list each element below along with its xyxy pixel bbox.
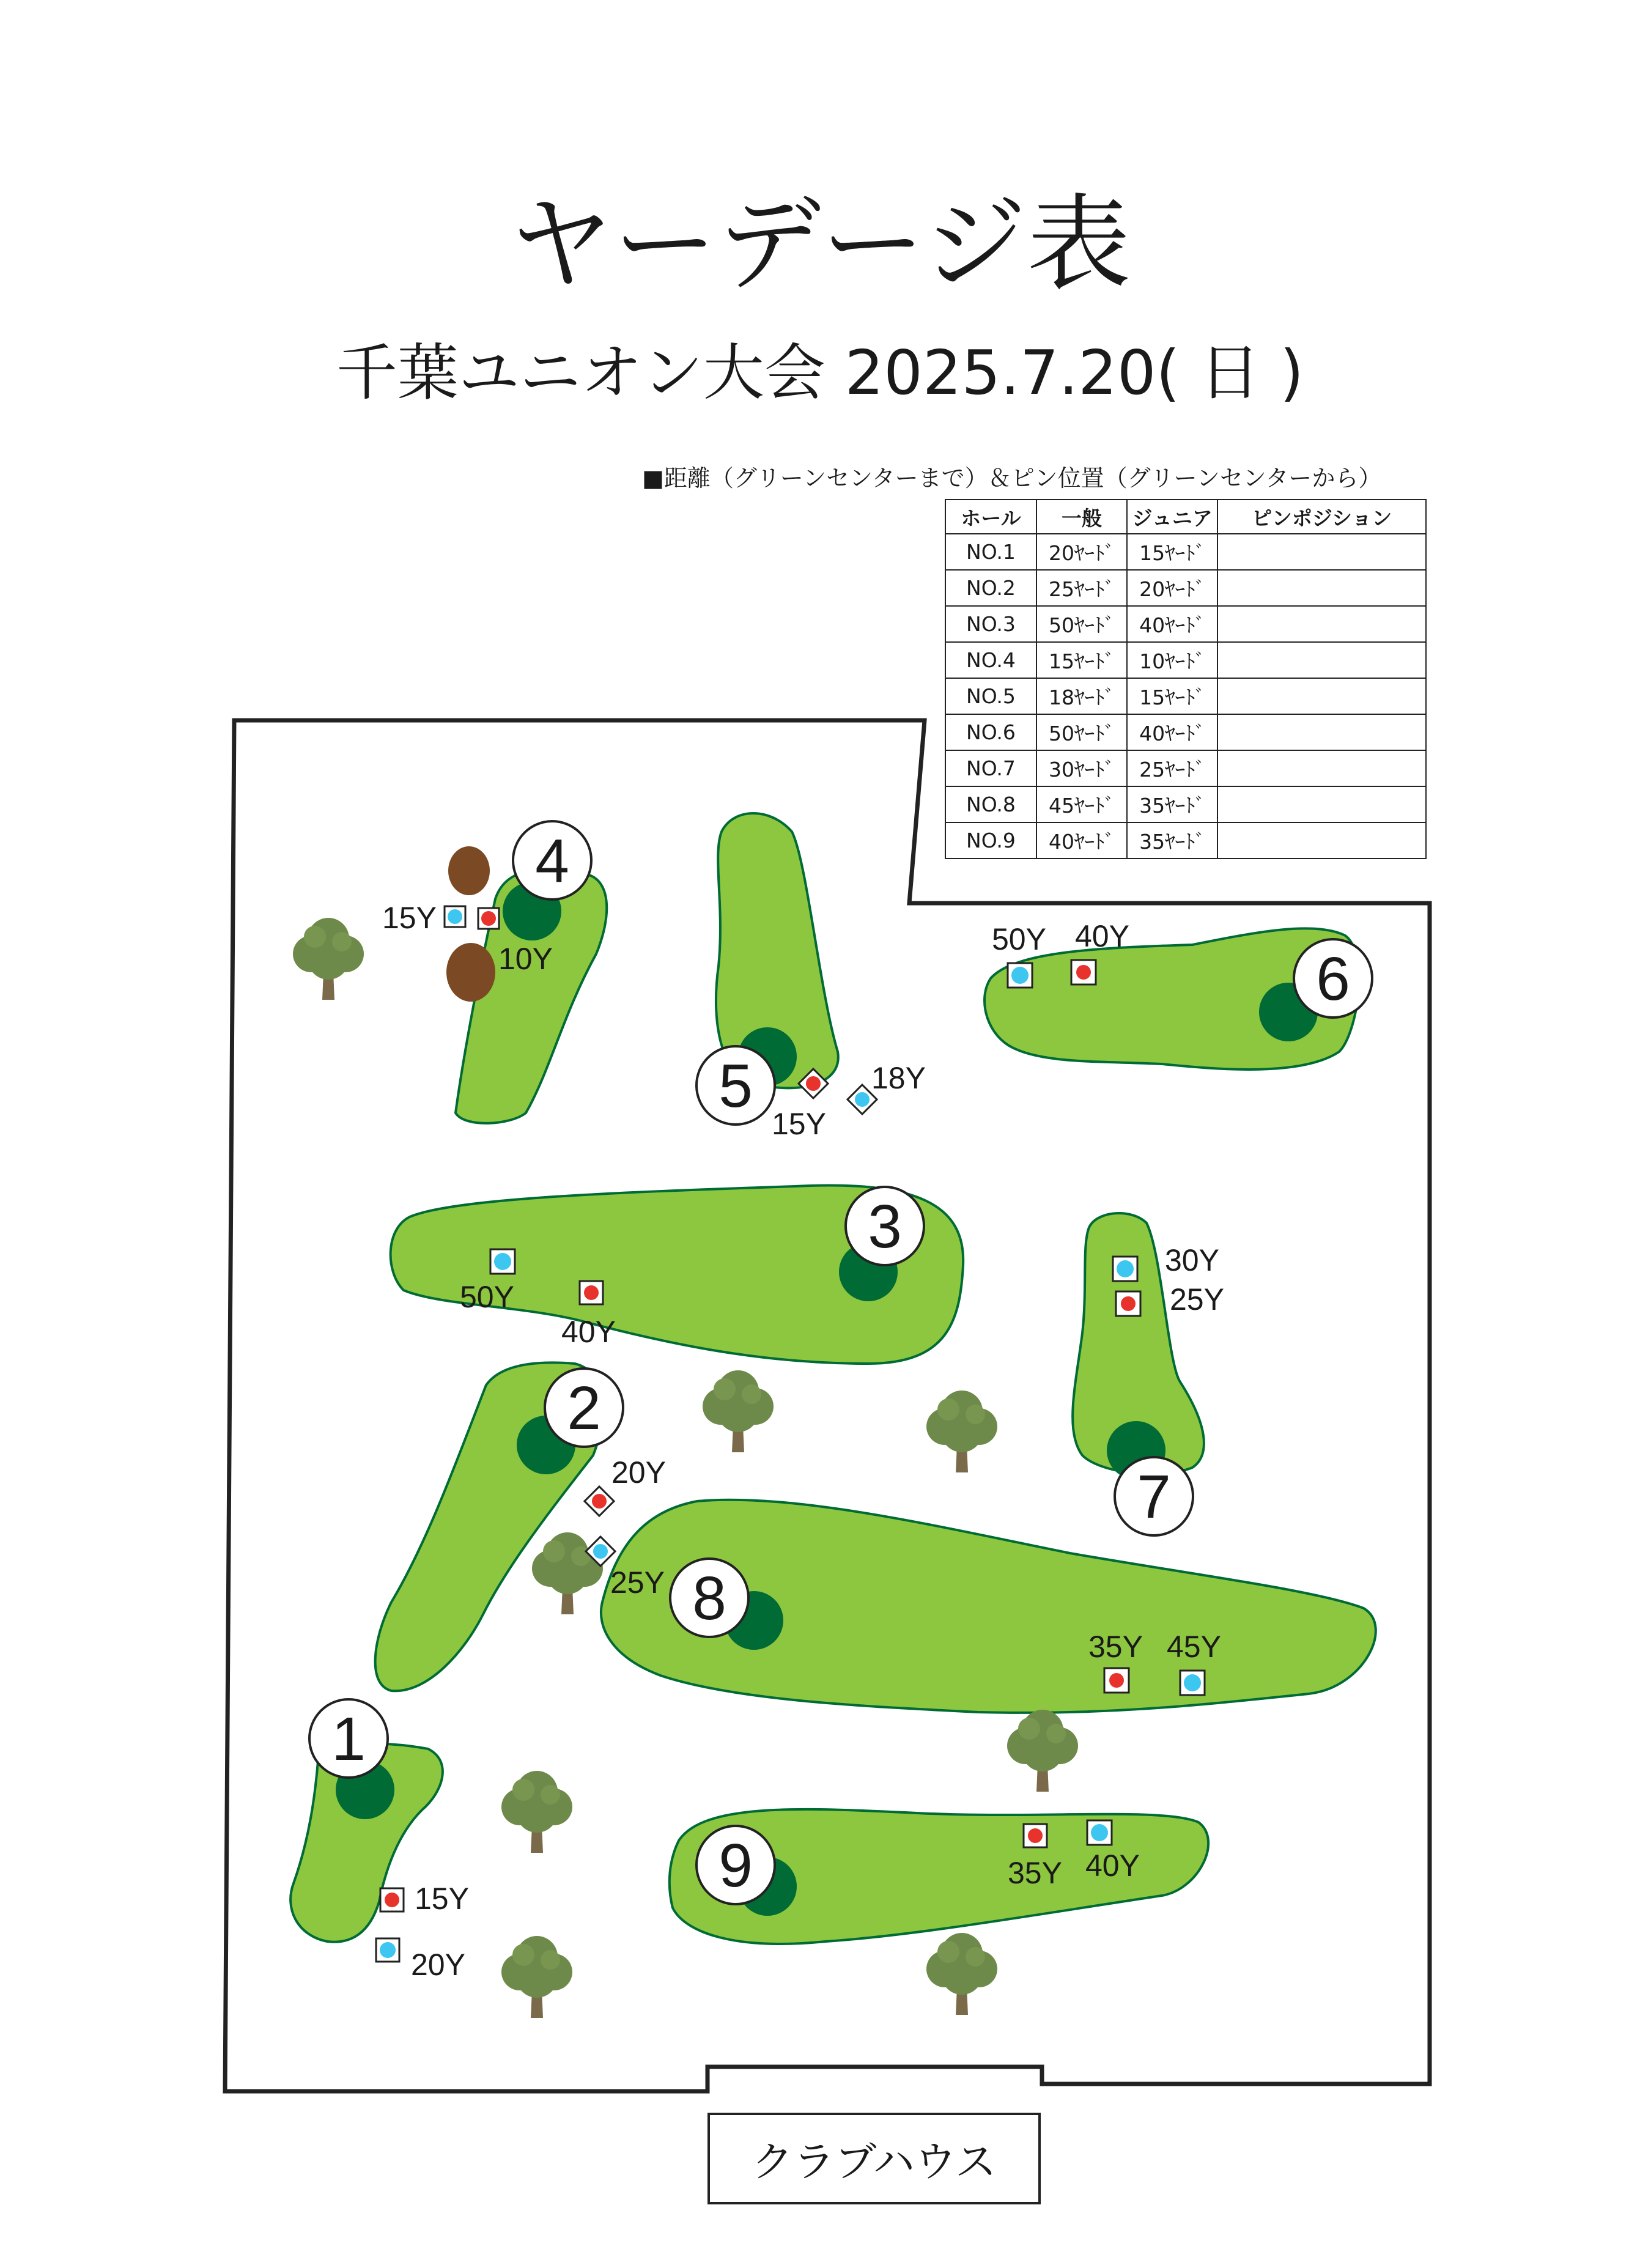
hole-4-number (513, 821, 591, 899)
cell-general: 25ﾔｰﾄﾞ (1036, 570, 1127, 606)
hole-1-red-distance: 15Y (415, 1882, 469, 1916)
cell-hole: NO.3 (945, 606, 1036, 642)
cell-hole: NO.5 (945, 678, 1036, 714)
hole-5-number-text: 5 (718, 1052, 753, 1120)
header-pin-position: ピンポジション (1217, 500, 1426, 534)
cell-general: 15ﾔｰﾄﾞ (1036, 642, 1127, 678)
tree-icon (501, 1771, 572, 1853)
cell-hole: NO.4 (945, 642, 1036, 678)
tee-marker-red (1116, 1291, 1140, 1316)
hole-4-red-distance: 10Y (498, 942, 553, 976)
header-junior: ジュニア (1127, 500, 1217, 534)
tee-marker-red (1024, 1824, 1047, 1847)
cell-general: 45ﾔｰﾄﾞ (1036, 786, 1127, 822)
hole-1-blue-distance: 20Y (411, 1948, 465, 1982)
hole-6-blue-distance: 50Y (992, 922, 1046, 956)
tee-marker-blue (376, 1938, 399, 1962)
hole-6-number-text: 6 (1316, 945, 1350, 1013)
hole-6-red-distance: 40Y (1075, 919, 1129, 953)
hole-8-number (670, 1559, 748, 1637)
hole-9-number (696, 1826, 775, 1904)
hole-9-red-distance: 35Y (1008, 1856, 1062, 1890)
hole-2-number (545, 1369, 623, 1447)
hole-6-number (1294, 939, 1372, 1018)
hole-2-blue-distance: 25Y (610, 1565, 665, 1600)
hole-9-number-text: 9 (718, 1831, 753, 1900)
tee-marker-blue (1180, 1671, 1205, 1695)
cell-junior: 25ﾔｰﾄﾞ (1127, 750, 1217, 786)
header-general: 一般 (1036, 500, 1127, 534)
cell-general: 20ﾔｰﾄﾞ (1036, 534, 1127, 570)
cell-junior: 35ﾔｰﾄﾞ (1127, 822, 1217, 859)
hole-9-blue-distance: 40Y (1085, 1849, 1140, 1883)
cell-hole: NO.2 (945, 570, 1036, 606)
hole-2-number-text: 2 (567, 1374, 601, 1442)
cell-general: 18ﾔｰﾄﾞ (1036, 678, 1127, 714)
cell-junior: 15ﾔｰﾄﾞ (1127, 678, 1217, 714)
hole-2-red-distance: 20Y (611, 1455, 666, 1490)
hole-7-number (1115, 1457, 1193, 1535)
cell-hole: NO.9 (945, 822, 1036, 859)
hole-4-number-text: 4 (535, 827, 569, 895)
hole-7-blue-distance: 30Y (1165, 1243, 1219, 1277)
tee-marker-red (580, 1281, 603, 1304)
tree-icon (926, 1391, 997, 1472)
hole-8-red-distance: 35Y (1088, 1630, 1143, 1664)
hole-8-number-text: 8 (692, 1564, 726, 1633)
hole-5-number (696, 1046, 775, 1125)
tree-icon (926, 1933, 997, 2015)
cell-hole: NO.7 (945, 750, 1036, 786)
cell-hole: NO.8 (945, 786, 1036, 822)
cell-junior: 35ﾔｰﾄﾞ (1127, 786, 1217, 822)
cell-junior: 20ﾔｰﾄﾞ (1127, 570, 1217, 606)
tree-icon (1007, 1710, 1078, 1792)
page-subtitle: 千葉ユニオン大会 2025.7.20( 日 ) (336, 337, 1304, 408)
tee-marker-red (380, 1888, 404, 1912)
tee-marker-blue (1087, 1820, 1112, 1845)
tree-icon (703, 1370, 774, 1452)
hole-3-number (846, 1187, 924, 1265)
tree-icon (293, 918, 364, 1000)
cell-general: 50ﾔｰﾄﾞ (1036, 714, 1127, 750)
tee-marker-red (585, 1487, 614, 1516)
table-caption: ■距離（グリーンセンターまで）＆ピン位置（グリーンセンターから） (642, 465, 1382, 492)
hole-4-blue-distance: 15Y (382, 901, 437, 935)
tree-icon (501, 1936, 572, 2018)
tee-marker-red (1071, 960, 1096, 984)
cell-junior: 40ﾔｰﾄﾞ (1127, 714, 1217, 750)
hole-3-number-text: 3 (868, 1192, 902, 1261)
header-hole: ホール (945, 500, 1036, 534)
tee-marker-blue (1113, 1257, 1137, 1281)
hole-3-blue-distance: 50Y (460, 1280, 514, 1314)
hole-7-number-text: 7 (1137, 1463, 1171, 1531)
hole-7-red-distance: 25Y (1170, 1282, 1224, 1317)
cell-general: 30ﾔｰﾄﾞ (1036, 750, 1127, 786)
cell-hole: NO.6 (945, 714, 1036, 750)
tee-marker-blue (445, 906, 465, 927)
cell-junior: 40ﾔｰﾄﾞ (1127, 606, 1217, 642)
tee-marker-red (1104, 1668, 1129, 1693)
tee-marker-red (478, 908, 499, 929)
hole-3-red-distance: 40Y (561, 1315, 616, 1349)
cell-general: 40ﾔｰﾄﾞ (1036, 822, 1127, 859)
hole-1-number (309, 1699, 388, 1778)
cell-junior: 10ﾔｰﾄﾞ (1127, 642, 1217, 678)
hole-8-blue-distance: 45Y (1167, 1630, 1221, 1664)
page-title: ヤーデージ表 (509, 184, 1131, 305)
clubhouse-label: クラブハウス (707, 2113, 1041, 2204)
hole-1-number-text: 1 (331, 1705, 366, 1773)
tee-marker-blue (490, 1249, 515, 1274)
bunker (446, 943, 495, 1002)
cell-general: 50ﾔｰﾄﾞ (1036, 606, 1127, 642)
cell-junior: 15ﾔｰﾄﾞ (1127, 534, 1217, 570)
bunker (448, 846, 490, 895)
cell-hole: NO.1 (945, 534, 1036, 570)
hole-5-blue-distance: 18Y (871, 1061, 926, 1095)
hole-5-red-distance: 15Y (772, 1107, 826, 1141)
tee-marker-blue (1008, 963, 1032, 988)
